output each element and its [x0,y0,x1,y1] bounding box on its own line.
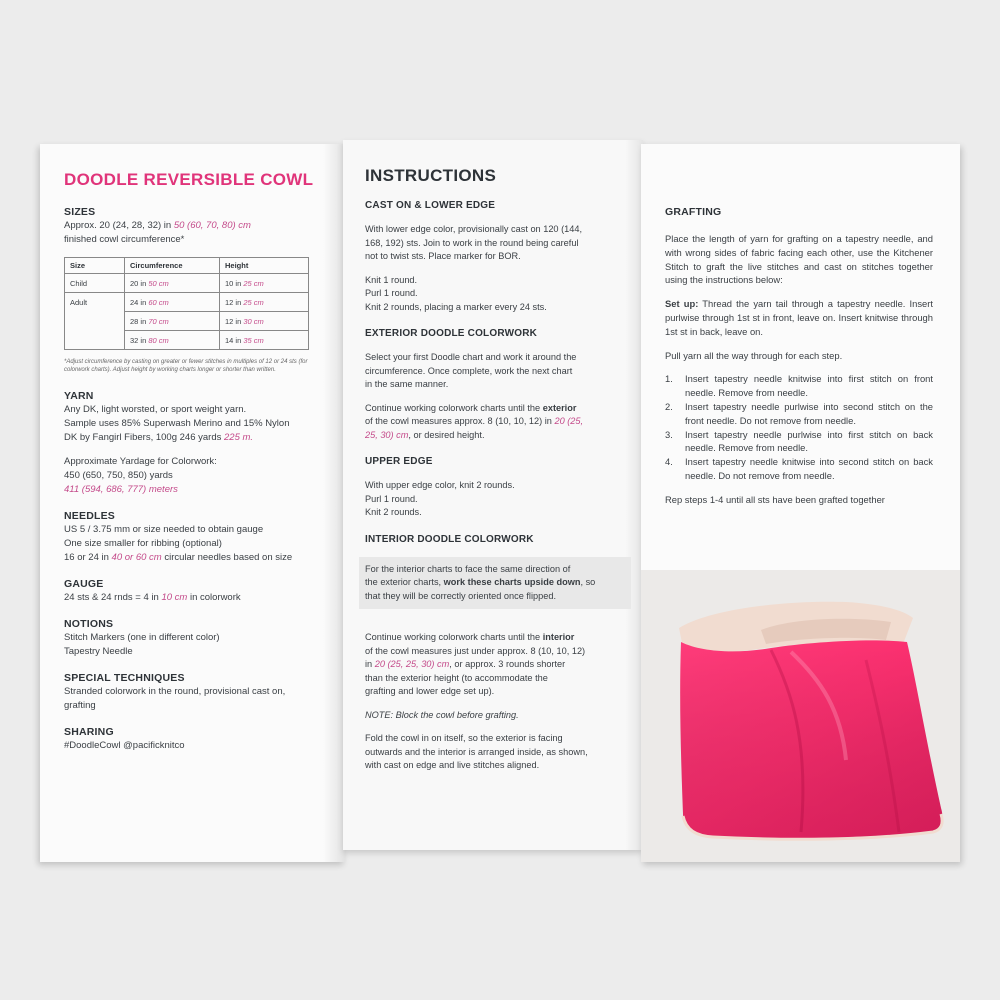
table-cell [65,331,125,350]
booklet-spread [40,140,960,860]
pattern-title: DOODLE REVERSIBLE COWL [64,170,314,189]
table-header: Circumference [125,258,220,274]
setup-paragraph: Set up: Thread the yarn tail through a tapestry needle. Insert purlwise through 1st st in front, leave on. Insert knitwise through 1st st in back, leave on. [665,298,933,337]
page-fold-shadow [323,144,345,862]
list-item: 3. Insert tapestry needle purlwise into first stitch on back needle. Remove from needle. [665,428,933,454]
notions-heading: NOTIONS [64,618,114,630]
table-header-row [65,258,309,274]
kitchener-steps [665,372,933,482]
blocking-note: NOTE: Block the cowl before grafting. [365,709,519,720]
body-line: Knit 2 rounds, placing a marker every 24 sts. [365,301,547,312]
body-line: Purl 1 round. [365,493,418,504]
table-cell: Adult [65,293,125,312]
body-line: with cast on edge and live stitches aligned. [365,760,540,770]
sharing-heading: SHARING [64,726,114,738]
special-techniques-heading: SPECIAL TECHNIQUES [64,672,185,684]
left-page [40,144,345,862]
repeat-steps-line: Rep steps 1-4 until all sts have been grafted together [665,493,885,505]
sizes-heading: SIZES [64,206,96,218]
table-cell: 20 in 50 cm [125,274,220,293]
body-line: than the exterior height (to accommodate the [365,672,548,683]
yarn-line: Sample uses 85% Superwash Merino and 15% Nylon [64,418,290,429]
body-line: Fold the cowl in on itself, so the exterior is facing [365,733,563,743]
exterior-colorwork-heading: EXTERIOR DOODLE COLORWORK [365,328,538,339]
middle-page [343,140,643,850]
body-line: Select your first Doodle chart and work it around the [365,352,577,362]
table-cell: Child [65,274,125,293]
body-line: of the cowl measures approx. 8 (10, 10, 12) in 20 (25, [365,416,584,426]
gauge-line: 24 sts & 24 rnds = 4 in 10 cm in colorwork [64,592,241,603]
sizes-line1: Approx. 20 (24, 28, 32) in 50 (60, 70, 80) cm [64,220,251,231]
gauge-heading: GAUGE [64,578,104,590]
list-item: 4. Insert tapestry needle knitwise into second stitch on back needle. Do not remove from needle. [665,456,933,481]
body-line: in 20 (25, 25, 30) cm, or approx. 3 rounds shorter [365,659,566,669]
table-cell: 24 in 60 cm [125,293,220,312]
yardage-line: 450 (650, 750, 850) yards [64,470,173,481]
yarn-line: DK by Fangirl Fibers, 100g 246 yards 225 m. [64,432,254,443]
needles-line: 16 or 24 in 40 or 60 cm circular needles based on size [64,552,293,563]
table-cell: 32 in 80 cm [125,331,220,350]
grafting-heading: GRAFTING [665,206,722,218]
table-cell: 14 in 35 cm [220,331,309,350]
pink-cowl-image [641,570,960,862]
body-line: Continue working colorwork charts until the interior [365,632,575,642]
body-line: of the cowl measures just under approx. 8 (10, 10, 12) [365,645,586,656]
special-techniques-line: grafting [64,700,96,711]
pull-yarn-line: Pull yarn all the way through for each step. [665,349,843,361]
body-line: not to twist sts. Place marker for BOR. [365,251,521,261]
table-row [65,274,309,293]
body-line: 25, 30) cm, or desired height. [365,429,485,440]
yarn-heading: YARN [64,390,94,402]
body-line: circumference. Once complete, work the next chart [365,365,573,376]
size-table [64,257,309,350]
notions-line: Stitch Markers (one in different color) [64,632,220,643]
instructions-title: INSTRUCTIONS [365,166,497,185]
table-header: Size [65,258,125,274]
body-line: With upper edge color, knit 2 rounds. [365,480,515,490]
list-item: 1. Insert tapestry needle knitwise into first stitch on front needle. Remove from needle. [665,373,933,399]
table-row [65,293,309,312]
table-cell: 28 in 70 cm [125,312,220,331]
body-line: 168, 192) sts. Join to work in the round being careful [365,237,579,248]
table-cell [65,312,125,331]
interior-colorwork-heading: INTERIOR DOODLE COLORWORK [365,533,534,545]
sizes-line2: finished cowl circumference* [64,234,185,245]
cowl-photo [641,570,960,862]
body-line: outwards and the interior is arranged inside, as shown, [365,746,588,757]
cast-on-heading: CAST ON & LOWER EDGE [365,200,496,211]
body-line: in the same manner. [365,379,449,389]
table-row [65,331,309,350]
notions-line: Tapestry Needle [64,646,133,657]
body-line: Knit 1 round. [365,274,418,285]
body-line: Continue working colorwork charts until the exterior [365,402,577,413]
body-line: grafting and lower edge set up). [365,686,495,696]
grafting-intro: Place the length of yarn for grafting on a tapestry needle, and with wrong sides of fabric facing each other, use the Kitchener Stitch to graft the live stitches and cast on stitches together using the instructions below: [665,233,933,286]
needles-heading: NEEDLES [64,510,115,522]
sharing-hashtag: #DoodleCowl @pacificknitco [64,740,185,751]
table-header: Height [220,258,309,274]
needles-line: One size smaller for ribbing (optional) [64,538,222,549]
special-techniques-line: Stranded colorwork in the round, provisional cast on, [64,686,286,697]
yarn-line: Any DK, light worsted, or sport weight yarn. [64,404,247,415]
yardage-meters: 411 (594, 686, 777) meters [64,484,178,495]
list-item: 2. Insert tapestry needle purlwise into second stitch on the front needle. Do not remove from needle. [665,400,933,426]
body-line: With lower edge color, provisionally cast on 120 (144, [365,224,583,234]
needles-line: US 5 / 3.75 mm or size needed to obtain gauge [64,524,264,535]
table-row [65,312,309,331]
body-line: Knit 2 rounds. [365,507,422,517]
right-page [641,144,960,862]
table-cell: 12 in 25 cm [220,293,309,312]
yardage-line: Approximate Yardage for Colorwork: [64,456,217,467]
upper-edge-heading: UPPER EDGE [365,456,433,467]
size-adjust-note: *Adjust circumference by casting on greater or fewer stitches in multiples of 12 or 24 sts (for colorwork charts). Adjust height by working charts longer or shorter than written. [64,359,308,373]
table-cell: 12 in 30 cm [220,312,309,331]
upside-down-callout: For the interior charts to face the same direction of the exterior charts, work these charts upside down, so that they will be correctly oriented once flipped. [359,557,631,610]
table-cell: 10 in 25 cm [220,274,309,293]
body-line: Purl 1 round. [365,288,418,298]
